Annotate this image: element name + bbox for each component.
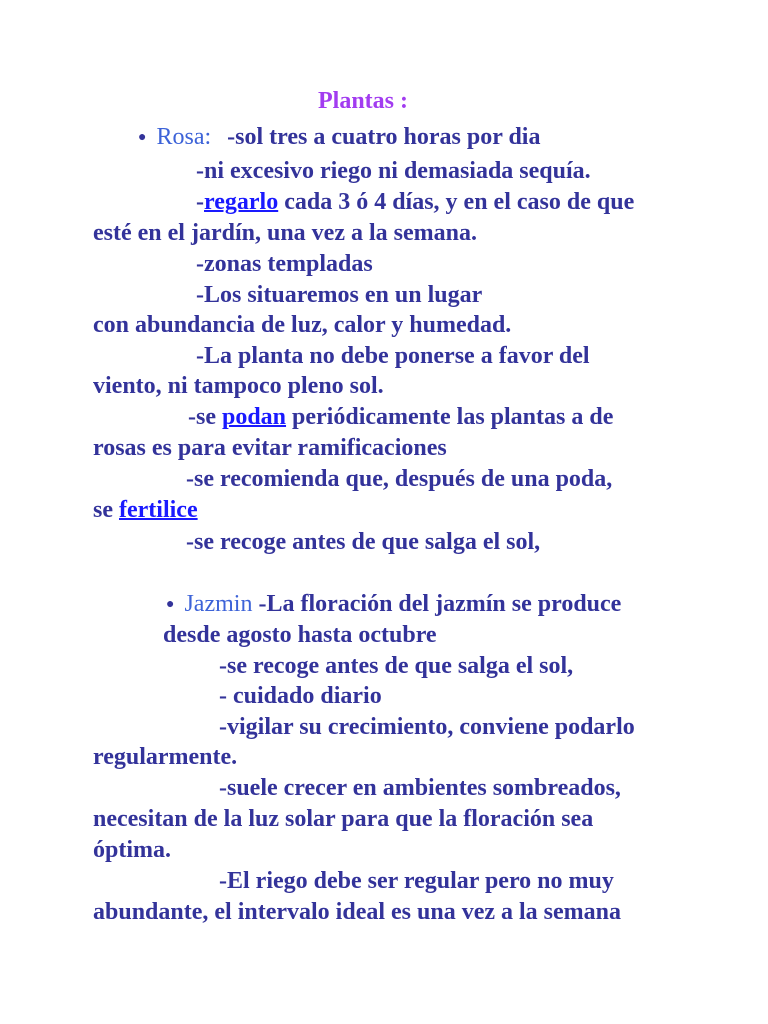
jazmin-line-11: abundante, el intervalo ideal es una vez a la semana — [93, 899, 622, 925]
bullet-dot: ● — [138, 130, 147, 145]
link-fertilice[interactable]: fertilice — [119, 497, 198, 523]
plant-name-rosa: Rosa: — [156, 124, 212, 150]
jazmin-line-10: -El riego debe ser regular pero no muy — [219, 868, 614, 894]
jazmin-line-7: -suele crecer en ambientes sombreados, — [219, 775, 621, 801]
rosa-line-13: se fertilice — [93, 497, 198, 523]
link-podan[interactable]: podan — [221, 404, 287, 430]
rosa-line-9: viento, ni tampoco pleno sol. — [93, 373, 384, 399]
rosa-line-5: -zonas templadas — [196, 251, 373, 277]
rosa-line-4: esté en el jardín, una vez a la semana. — [93, 220, 477, 246]
rosa-line-1: -sol tres a cuatro horas por dia — [227, 124, 541, 150]
bullet-jazmin — [166, 589, 621, 620]
jazmin-line-5: -vigilar su crecimiento, conviene podarlo — [219, 714, 635, 740]
rosa-line-10: -se podan periódicamente las plantas a de — [188, 404, 614, 430]
link-regarlo[interactable]: regarlo — [204, 189, 279, 215]
jazmin-line-2: desde agosto hasta octubre — [163, 622, 437, 648]
jazmin-line-6: regularmente. — [93, 744, 238, 770]
jazmin-line-4: - cuidado diario — [219, 683, 382, 709]
jazmin-line-9: óptima. — [93, 837, 171, 863]
rosa-line-12: -se recomienda que, después de una poda, — [186, 466, 613, 492]
rosa-line-14: -se recoge antes de que salga el sol, — [186, 529, 541, 555]
rosa-line-11: rosas es para evitar ramificaciones — [93, 435, 447, 461]
rosa-line-7: con abundancia de luz, calor y humedad. — [93, 312, 512, 338]
page-title: Plantas : — [318, 88, 408, 114]
rosa-line-6: -Los situaremos en un lugar — [196, 282, 483, 308]
jazmin-line-3: -se recoge antes de que salga el sol, — [219, 653, 574, 679]
rosa-line-3: -regarlo cada 3 ó 4 días, y en el caso de que — [196, 189, 635, 215]
jazmin-line-8: necesitan de la luz solar para que la floración sea — [93, 806, 594, 832]
rosa-line-8: -La planta no debe ponerse a favor del — [196, 343, 590, 369]
rosa-line-2: -ni excesivo riego ni demasiada sequía. — [196, 158, 591, 184]
bullet-dot: ● — [166, 597, 175, 612]
plant-name-jazmin: Jazmin — [184, 591, 253, 617]
jazmin-line-1: -La floración del jazmín se produce — [252, 591, 622, 617]
bullet-rosa — [138, 122, 540, 153]
